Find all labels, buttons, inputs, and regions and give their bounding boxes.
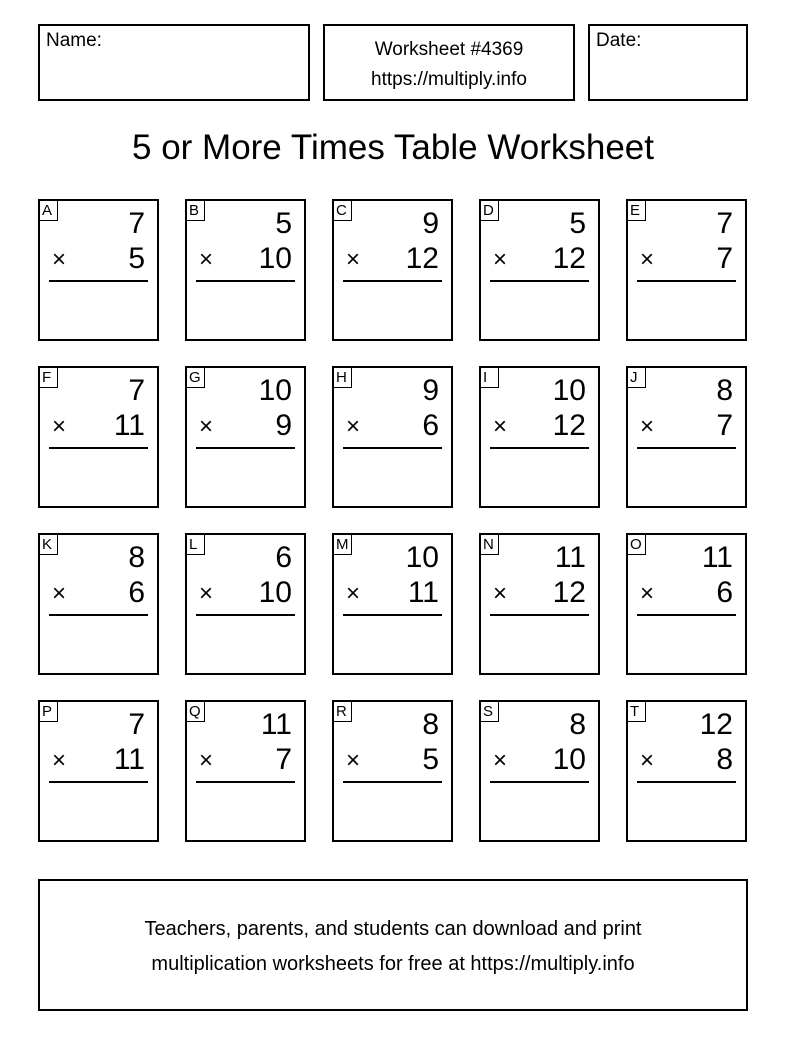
answer-line	[196, 614, 295, 616]
multiplicand: 11	[260, 708, 292, 741]
problem-cell-l[interactable]	[185, 533, 306, 675]
problem-cell-n[interactable]	[479, 533, 600, 675]
multiplicand: 11	[701, 541, 733, 574]
answer-line	[490, 614, 589, 616]
problem-letter: M	[333, 534, 352, 555]
multiply-sign: ×	[346, 413, 361, 440]
multiplicand: 9	[422, 207, 439, 240]
problem-letter: Q	[186, 701, 205, 722]
problem-letter: A	[39, 200, 58, 221]
multiply-sign: ×	[199, 413, 214, 440]
multiplicand: 6	[275, 541, 292, 574]
problem-letter: T	[627, 701, 646, 722]
problem-letter: S	[480, 701, 499, 722]
answer-line	[490, 781, 589, 783]
multiply-sign: ×	[52, 413, 67, 440]
multiply-sign: ×	[640, 580, 655, 607]
problem-letter: P	[39, 701, 58, 722]
problem-letter: L	[186, 534, 205, 555]
multiplicand: 8	[422, 708, 439, 741]
multiplier: 10	[258, 576, 292, 609]
multiply-sign: ×	[346, 580, 361, 607]
problem-letter: N	[480, 534, 499, 555]
answer-line	[196, 781, 295, 783]
answer-line	[637, 280, 736, 282]
multiplicand: 10	[258, 374, 292, 407]
multiplier: 6	[716, 576, 733, 609]
problem-cell-s[interactable]	[479, 700, 600, 842]
answer-line	[490, 447, 589, 449]
answer-line	[343, 280, 442, 282]
multiplier: 10	[258, 242, 292, 275]
multiplier: 10	[552, 743, 586, 776]
name-label: Name:	[46, 30, 102, 51]
multiplier: 11	[113, 743, 145, 776]
multiply-sign: ×	[199, 246, 214, 273]
answer-line	[196, 280, 295, 282]
multiplicand: 7	[128, 374, 145, 407]
multiplier: 7	[716, 242, 733, 275]
answer-line	[637, 614, 736, 616]
answer-line	[196, 447, 295, 449]
answer-line	[49, 447, 148, 449]
multiply-sign: ×	[199, 747, 214, 774]
problem-cell-e[interactable]	[626, 199, 747, 341]
worksheet-id: Worksheet #4369	[374, 39, 524, 60]
problem-letter: O	[627, 534, 646, 555]
problem-cell-d[interactable]	[479, 199, 600, 341]
page-title: 5 or More Times Table Worksheet	[132, 128, 654, 167]
multiplicand: 5	[275, 207, 292, 240]
problem-cell-m[interactable]	[332, 533, 453, 675]
multiplicand: 10	[405, 541, 439, 574]
multiplier: 6	[422, 409, 439, 442]
problem-cell-a[interactable]	[38, 199, 159, 341]
problem-letter: E	[627, 200, 646, 221]
problem-cell-r[interactable]	[332, 700, 453, 842]
multiplier: 5	[422, 743, 439, 776]
footer-line-2: multiplication worksheets for free at https://multiply.info	[151, 953, 635, 975]
multiplier: 11	[407, 576, 439, 609]
name-field-box[interactable]	[38, 24, 310, 101]
multiplicand: 7	[128, 708, 145, 741]
footer-box	[38, 879, 748, 1011]
problem-cell-b[interactable]	[185, 199, 306, 341]
multiplicand: 9	[422, 374, 439, 407]
problem-letter: D	[480, 200, 499, 221]
multiply-sign: ×	[493, 246, 508, 273]
multiplicand: 10	[552, 374, 586, 407]
answer-line	[343, 614, 442, 616]
multiplier: 12	[552, 242, 586, 275]
multiplicand: 8	[128, 541, 145, 574]
date-field-box[interactable]	[588, 24, 748, 101]
problem-cell-q[interactable]	[185, 700, 306, 842]
answer-line	[343, 781, 442, 783]
problem-cell-t[interactable]	[626, 700, 747, 842]
multiply-sign: ×	[52, 580, 67, 607]
multiplicand: 8	[569, 708, 586, 741]
problem-cell-g[interactable]	[185, 366, 306, 508]
answer-line	[637, 781, 736, 783]
multiplier: 7	[716, 409, 733, 442]
multiplier: 8	[716, 743, 733, 776]
problem-cell-j[interactable]	[626, 366, 747, 508]
multiplier: 9	[275, 409, 292, 442]
multiply-sign: ×	[493, 580, 508, 607]
multiplier: 12	[405, 242, 439, 275]
answer-line	[49, 614, 148, 616]
problem-letter: B	[186, 200, 205, 221]
multiply-sign: ×	[52, 246, 67, 273]
answer-line	[637, 447, 736, 449]
problem-letter: J	[627, 367, 646, 388]
multiplier: 12	[552, 409, 586, 442]
problem-cell-c[interactable]	[332, 199, 453, 341]
multiply-sign: ×	[199, 580, 214, 607]
multiply-sign: ×	[640, 747, 655, 774]
multiplicand: 5	[569, 207, 586, 240]
multiplicand: 7	[128, 207, 145, 240]
problem-letter: C	[333, 200, 352, 221]
multiply-sign: ×	[640, 413, 655, 440]
problem-letter: F	[39, 367, 58, 388]
problem-letter: K	[39, 534, 58, 555]
multiplicand: 8	[716, 374, 733, 407]
answer-line	[49, 781, 148, 783]
multiplicand: 11	[554, 541, 586, 574]
footer-line-1: Teachers, parents, and students can download and print	[144, 918, 642, 940]
multiply-sign: ×	[493, 413, 508, 440]
multiplier: 7	[275, 743, 292, 776]
problem-cell-i[interactable]	[479, 366, 600, 508]
date-label: Date:	[596, 30, 642, 51]
problem-cell-h[interactable]	[332, 366, 453, 508]
answer-line	[490, 280, 589, 282]
answer-line	[49, 280, 148, 282]
multiplicand: 7	[716, 207, 733, 240]
multiplier: 5	[128, 242, 145, 275]
problem-letter: I	[480, 367, 499, 388]
problem-cell-k[interactable]	[38, 533, 159, 675]
multiply-sign: ×	[52, 747, 67, 774]
problem-letter: H	[333, 367, 352, 388]
problem-cell-f[interactable]	[38, 366, 159, 508]
worksheet-url: https://multiply.info	[371, 69, 527, 90]
problem-cell-o[interactable]	[626, 533, 747, 675]
worksheet-info-box	[323, 24, 575, 101]
answer-line	[343, 447, 442, 449]
problem-letter: R	[333, 701, 352, 722]
multiply-sign: ×	[346, 246, 361, 273]
multiplier: 6	[128, 576, 145, 609]
multiplicand: 12	[699, 708, 733, 741]
problem-letter: G	[186, 367, 205, 388]
multiplier: 11	[113, 409, 145, 442]
multiplier: 12	[552, 576, 586, 609]
multiply-sign: ×	[493, 747, 508, 774]
multiply-sign: ×	[346, 747, 361, 774]
problem-cell-p[interactable]	[38, 700, 159, 842]
multiply-sign: ×	[640, 246, 655, 273]
